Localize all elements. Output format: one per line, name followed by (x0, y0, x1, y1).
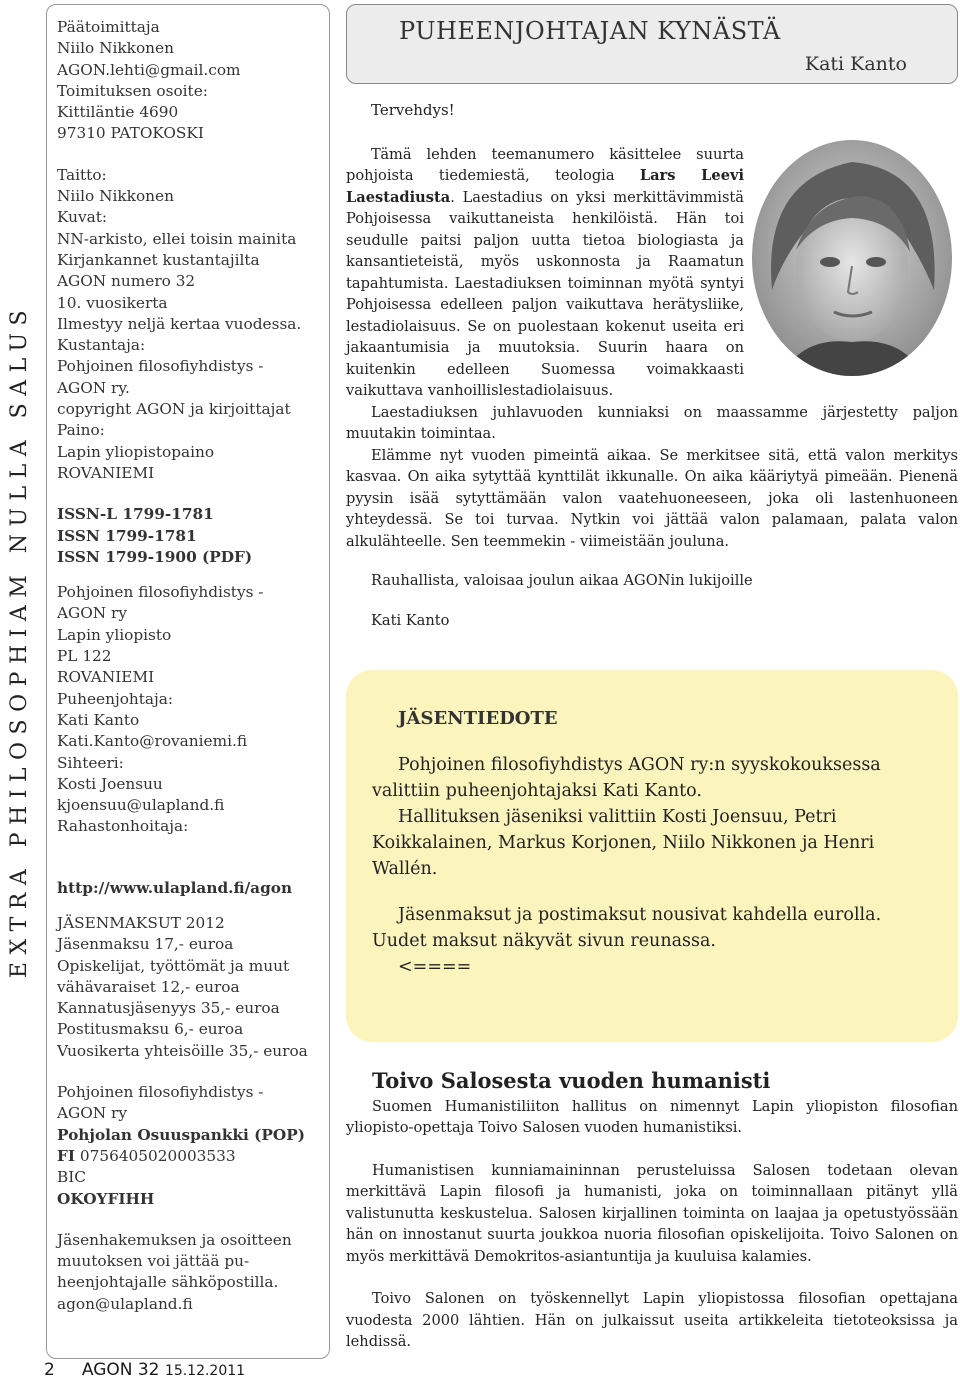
sidebar-line: Pohjoinen filosofiyhdistys - (57, 583, 264, 602)
page-number: 2 (44, 1360, 55, 1380)
notice-line: heenjohtajalle sähköpostilla. (57, 1273, 279, 1292)
portrait-photo (752, 140, 952, 376)
sidebar-line: AGON ry (57, 1104, 128, 1123)
sidebar-line: ROVANIEMI (57, 668, 155, 687)
notice-paragraph: Jäsenmaksut ja postimaksut nousivat kahdella eurolla. Uudet maksut näkyvät sivun reunassa. (372, 905, 882, 951)
sidebar-line: NN-arkisto, ellei toisin mainita (57, 229, 297, 248)
column-author: Kati Kanto (804, 53, 907, 75)
article-paragraph: Laestadiuksen juhlavuoden kunniaksi on maassamme järjestetty paljon muutakin toimintaa. (346, 403, 958, 442)
sidebar-line: AGON numero 32 (57, 272, 196, 291)
sidebar-line: Toimituksen osoite: (57, 81, 208, 100)
iban-label: FI (57, 1146, 76, 1165)
chair-column-article (346, 100, 958, 631)
sidebar-line: Kati Kanto (57, 710, 140, 729)
fee-line: Vuosikerta yhteisöille 35,- euroa (57, 1041, 308, 1060)
article-text: Tämä lehden teemanumero käsittelee suurta pohjoista tiedemiestä, teologia (346, 145, 744, 184)
sidebar-line: AGON ry (57, 604, 128, 623)
sidebar-line: Pohjoinen filosofiyhdistys - (57, 357, 264, 376)
article-paragraph: Elämme nyt vuoden pimeintä aikaa. Se merkitsee sitä, että valon merkitys kasvaa. On aika sytyttää kynttilät ikkunalle. On aika kääriytyä pimeään. Pienenä pyysin isää sytyttämään valon vaatehuoneeseen, joka oli lastenhuoneen yhteydessä. Se toi turvaa. Nytkin voi jättää valon palamaan, palata valon alkulähteelle. Sen teemmekin - viimeistään jouluna. (346, 446, 958, 550)
vertical-banner (0, 110, 40, 1170)
sidebar-line: Sihteeri: (57, 753, 124, 772)
news-article (346, 1070, 958, 1374)
fee-line: vähävaraiset 12,- euroa (57, 977, 240, 996)
sidebar-line: Lapin yliopistopaino (57, 442, 215, 461)
spacer (57, 145, 319, 165)
sidebar-line: ROVANIEMI (57, 463, 155, 482)
member-notice-box (346, 670, 958, 1042)
spacer (57, 1062, 319, 1082)
spacer (57, 1210, 319, 1230)
sidebar-line: Päätoimittaja (57, 18, 160, 36)
sidebar-line: Niilo Nikkonen (57, 187, 174, 206)
notice-line: Jäsenhakemuksen ja osoitteen (57, 1230, 292, 1249)
notice-paragraph: Pohjoinen filosofiyhdistys AGON ry:n syyskokouksessa valittiin puheenjohtajaksi Kati Kanto. (372, 755, 881, 801)
sidebar-line: Puheenjohtaja: (57, 689, 174, 708)
sidebar-line: 10. vuosikerta (57, 293, 168, 312)
news-paragraph: Suomen Humanistiliiton hallitus on nimennyt Lapin yliopiston filosofian yliopisto-opettaja Toivo Salosen vuoden humanistiksi. (346, 1097, 958, 1136)
notice-line: muutoksen voi jättää pu- (57, 1252, 250, 1271)
news-title: Toivo Salosesta vuoden humanisti (372, 1068, 771, 1093)
greeting: Tervehdys! (371, 101, 455, 119)
spacer (57, 484, 319, 504)
fee-line: Jäsenmaksu 17,- euroa (57, 935, 234, 954)
news-paragraph: Toivo Salonen on työskennellyt Lapin yliopistossa filosofian opettajana vuodesta 2000 lähtien. Hän on julkaissut useita artikkeleita tietoteoksissa ja lehdissä. (346, 1290, 958, 1350)
notice-paragraph: Hallituksen jäseniksi valittiin Kosti Joensuu, Petri Koikkalainen, Markus Korjonen, Niilo Nikkonen ja Henri Wallén. (372, 807, 875, 879)
iban-number: 0756405020003533 (75, 1146, 236, 1165)
fee-line: Kannatusjäsenyys 35,- euroa (57, 999, 280, 1018)
bank-name: Pohjolan Osuuspankki (POP) (57, 1125, 305, 1144)
sidebar-line: Kirjankannet kustantajilta (57, 250, 260, 269)
sidebar-line: Kittiläntie 4690 (57, 103, 179, 122)
spacer (57, 838, 319, 878)
sidebar-line: Kuvat: (57, 208, 108, 227)
sidebar-line: Kustantaja: (57, 336, 146, 355)
sidebar-line: Ilmestyy neljä kertaa vuodessa. (57, 314, 302, 333)
member-notice-title: JÄSENTIEDOTE (398, 708, 558, 729)
sidebar-line: PL 122 (57, 647, 112, 666)
column-title: PUHEENJOHTAJAN KYNÄSTÄ (399, 17, 781, 45)
notice-arrow: <==== (398, 957, 472, 977)
issn-line: ISSN 1799-1900 (PDF) (57, 547, 253, 566)
sidebar-line: Kosti Joensuu (57, 774, 163, 793)
fee-line: JÄSENMAKSUT 2012 (57, 913, 225, 932)
secretary-email-link[interactable]: kjoensuu@ulapland.fi (57, 796, 225, 815)
fee-line: Postitusmaksu 6,- euroa (57, 1020, 244, 1039)
sidebar-line: Taitto: (57, 165, 107, 184)
editor-email-link[interactable]: AGON.lehti@gmail.com (57, 60, 241, 79)
bic-code: OKOYFIHH (57, 1189, 155, 1208)
issue-label: AGON 32 (81, 1360, 160, 1380)
sidebar-line: copyright AGON ja kirjoittajat (57, 400, 291, 419)
spacer (57, 568, 319, 582)
bic-label: BIC (57, 1168, 86, 1187)
iban-line (57, 1146, 319, 1167)
signature: Kati Kanto (371, 611, 450, 629)
news-paragraph: Humanistisen kunniamaininnan perusteluissa Salosen todetaan olevan merkittävä Lapin filosofi ja humanisti, joka on toiminnallaan pitänyt yllä valistunutta keskustelua. Salosen kirjallinen toiminta on laajaa ja opetustyössään hän on innostanut suurta joukkoa nuoria filosofian opiskelijoita. Toivo Salonen on myös merkittävä Demokritos-asiantuntija ja kuuluisa kalamies. (346, 1161, 958, 1265)
website-link[interactable]: http://www.ulapland.fi/agon (57, 878, 293, 897)
fee-line: Opiskelijat, työttömät ja muut (57, 956, 290, 975)
sidebar-line: Paino: (57, 421, 105, 440)
issn-line: ISSN 1799-1781 (57, 526, 197, 545)
article-highlight: Lars Leevi Laestadiusta (346, 167, 744, 206)
article-text: . Laestadius on yksi merkittävimmistä Pohjoisessa vaikuttaneista henkilöistä. Hän toi seudulle paitsi paljon uutta tietoa biologiasta ja kansantieteistä, myös uskonnosta ja Raamatun tapahtumista. Laestadiuksen toiminnan myötä syntyi Pohjoisessa edelleen paljon vaikuttava herätysliike, lestadiolaisuus. Se on puolestaan kokenut useita eri jakaantumisia ja muutoksia. Suurin haara on kuitenkin edelleen Suomessa voimakkaasti vaikuttava vanhoillislestadiolaisuus. (346, 188, 744, 399)
author-portrait (752, 140, 952, 376)
issue-date: 15.12.2011 (164, 1363, 246, 1379)
chair-email-link[interactable]: Kati.Kanto@rovaniemi.fi (57, 732, 248, 751)
sidebar-line: Pohjoinen filosofiyhdistys - (57, 1083, 264, 1102)
sidebar-line: Lapin yliopisto (57, 625, 172, 644)
sidebar-line: AGON ry. (57, 378, 130, 397)
notice-email-link[interactable]: agon@ulapland.fi (57, 1294, 193, 1313)
closing-line: Rauhallista, valoisaa joulun aikaa AGONin lukijoille (371, 572, 753, 589)
issn-line: ISSN-L 1799-1781 (57, 505, 214, 524)
colophon-sidebar (46, 4, 330, 1359)
column-header (346, 4, 958, 84)
vertical-banner-text: EXTRA PHILOSOPHIAM NULLA SALUS (7, 302, 33, 978)
sidebar-line: Rahastonhoitaja: (57, 817, 189, 836)
sidebar-line: 97310 PATOKOSKI (57, 124, 204, 143)
spacer (57, 899, 319, 913)
sidebar-line: Niilo Nikkonen (57, 39, 174, 58)
page-footer (44, 1360, 245, 1380)
